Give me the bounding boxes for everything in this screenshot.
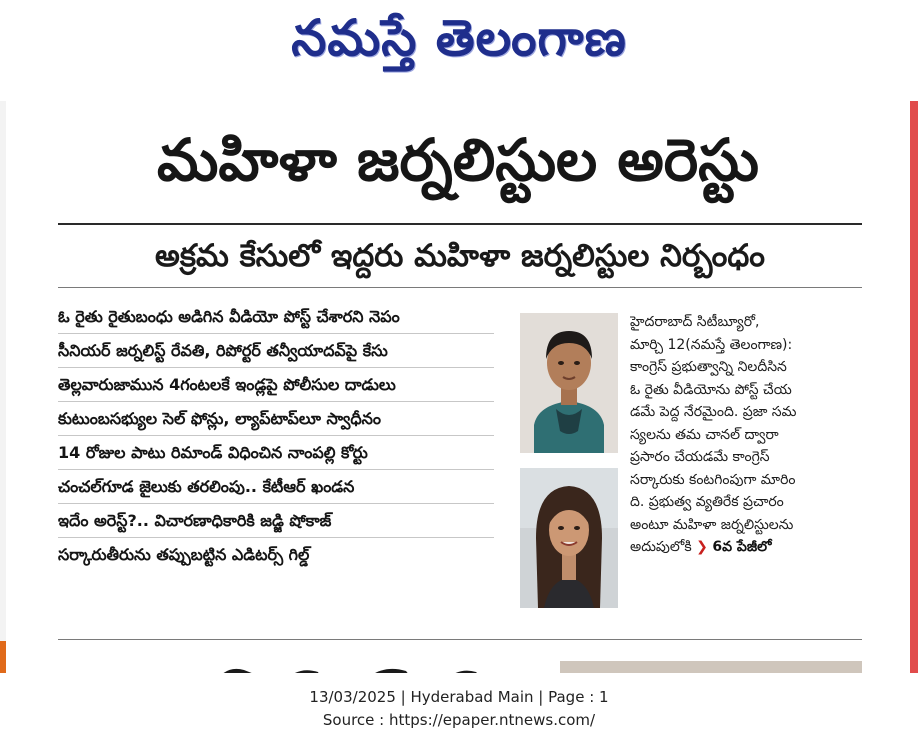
next-article-photo-peek: [560, 661, 862, 673]
highlight-item: ఓ రైతు రైతుబంధు అడిగిన వీడియో పోస్ట్ చేశారని నెపం: [58, 300, 494, 334]
journalist-photo-2: [520, 468, 618, 608]
story-line: అంటూ మహిళా జర్నలిస్టులను: [630, 516, 794, 533]
highlight-item: 14 రోజుల పాటు రిమాండ్ విధించిన నాంపల్లి కోర్టు: [58, 436, 494, 470]
continue-arrow-icon: ❯: [696, 539, 708, 555]
story-line: ది. ప్రభుత్వ వ్యతిరేక ప్రచారం: [630, 494, 784, 510]
story-line: ప్రసారం చేయడమే కాంగ్రెస్: [630, 449, 770, 465]
newspaper-logo: నమస్తే తెలంగాణ: [291, 8, 627, 67]
continued-page-label: 6వ పేజీలో: [712, 539, 772, 555]
journalist-photo-1: [520, 313, 618, 453]
story-line: డమే పెద్ద నేరమైంది. ప్రజా సమ: [630, 404, 797, 420]
adjacent-color-strip-left: [0, 641, 6, 673]
story-line: స్యలను తమ చానల్ ద్వారా: [630, 426, 779, 443]
highlight-item: సర్కారుతీరును తప్పుబట్టిన ఎడిటర్స్ గిల్డ్: [58, 545, 310, 564]
story-text: [630, 311, 863, 559]
highlight-item: కుటుంబసభ్యుల సెల్ ఫోన్లు, ల్యాప్‌టాప్‌లూ స్వాధీనం: [58, 402, 494, 436]
story-line: ఓ రైతు వీడియోను పోస్ట్ చేయ: [630, 381, 792, 398]
edition-info: 13/03/2025 | Hyderabad Main | Page : 1: [309, 688, 609, 706]
masthead: [0, 0, 918, 100]
headline-divider: [58, 223, 862, 225]
story-line: మార్చి 12(నమస్తే తెలంగాణ):: [630, 336, 793, 353]
next-article-headline-peek: [220, 661, 520, 673]
article-clipping: [0, 101, 918, 673]
highlight-item: చంచల్‌గూడ జైలుకు తరలింపు.. కేటీఆర్ ఖండన: [58, 470, 494, 504]
story-line: సర్కారుకు కంటగింపుగా మారిం: [630, 471, 796, 488]
highlight-item: తెల్లవారుజామున 4గంటలకే ఇండ్లపై పోలీసుల దాడులు: [58, 368, 494, 402]
adjacent-color-strip-right: [910, 101, 918, 673]
highlight-item: ఇదేం అరెస్ట్?.. విచారణాధికారికి జడ్జి షోకాజ్: [58, 504, 494, 538]
subheadline-divider: [58, 287, 862, 288]
highlight-item: సీనియర్ జర్నలిస్ట్ రేవతి, రిపోర్టర్ తన్వీయాదవ్‌పై కేసు: [58, 334, 494, 368]
page-footer: [0, 686, 918, 732]
source-info: Source : https://epaper.ntnews.com/: [322, 711, 596, 729]
highlight-list: [58, 300, 494, 572]
story-line: కాంగ్రెస్ ప్రభుత్వాన్ని నిలదీసిన: [630, 359, 787, 375]
article-bottom-divider: [58, 639, 862, 640]
article-headline: మహిళా జర్నలిస్టుల అరెస్టు: [157, 126, 759, 194]
story-continuation: [630, 536, 863, 559]
adjacent-article-edge-left: [0, 101, 6, 673]
story-line: హైదరాబాద్ సిటీబ్యూరో,: [630, 314, 760, 330]
story-last-line: అదుపులోకి: [630, 539, 692, 555]
article-subheadline: అక్రమ కేసులో ఇద్దరు మహిళా జర్నలిస్టుల నిర్బంధం: [155, 238, 765, 274]
